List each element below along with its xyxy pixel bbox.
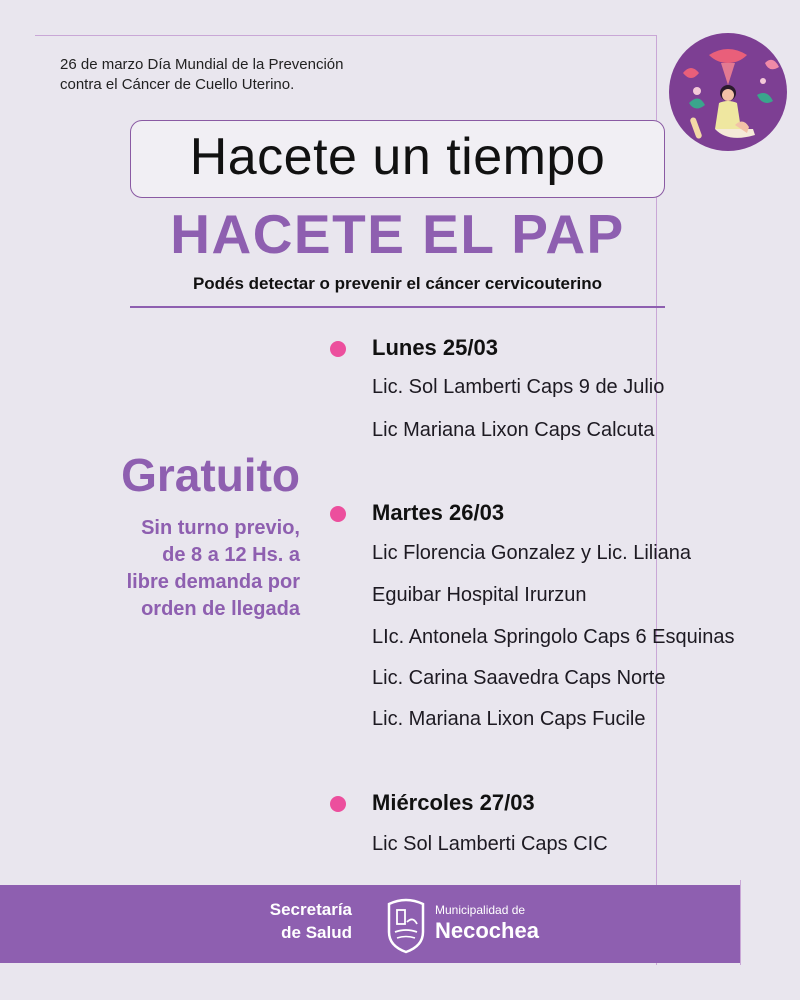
schedule-entry: LIc. Antonela Springolo Caps 6 Esquinas [372, 626, 735, 648]
footer-banner [0, 885, 740, 963]
free-line: libre demanda por [126, 571, 300, 593]
schedule-entry: Lic Mariana Lixon Caps Calcuta [372, 419, 655, 441]
bullet-dot [330, 796, 346, 812]
day-label: Lunes 25/03 [372, 335, 498, 360]
health-secretariat-label [200, 898, 352, 944]
footer-left-line-2: de Salud [281, 923, 352, 942]
decorative-frame-extension [740, 880, 741, 965]
municipality-label: Municipalidad de [435, 903, 526, 917]
day-label: Martes 26/03 [372, 500, 505, 525]
day-label: Miércoles 27/03 [372, 790, 535, 815]
schedule-day-monday [330, 335, 790, 441]
main-title: Hacete un tiempo [189, 128, 606, 186]
subtitle: Podés detectar o prevenir el cáncer cervicouterino [192, 274, 603, 293]
free-line: Sin turno previo, [141, 517, 300, 539]
municipality-wordmark [435, 903, 539, 944]
footer-left-line-1: Secretaría [269, 900, 352, 919]
schedule-day-wednesday [330, 790, 790, 855]
free-line: orden de llegada [141, 598, 300, 620]
subtitle-divider [130, 306, 665, 308]
title-box [130, 120, 665, 198]
municipality-crest-icon [383, 894, 429, 954]
free-line: de 8 a 12 Hs. a [162, 544, 300, 566]
municipality-name: Necochea [435, 918, 539, 943]
schedule-entry: Lic. Mariana Lixon Caps Fucile [372, 708, 646, 730]
free-description [40, 515, 300, 623]
schedule-entry: Lic Sol Lamberti Caps CIC [372, 833, 608, 855]
woman-health-illustration [669, 33, 787, 151]
schedule-entry: Lic. Carina Saavedra Caps Norte [372, 667, 666, 689]
pap-headline: HACETE EL PAP [170, 203, 625, 265]
schedule-entry: Eguibar Hospital Irurzun [372, 584, 587, 606]
schedule-entry: Lic Florencia Gonzalez y Lic. Liliana [372, 542, 692, 564]
header-line-1: 26 de marzo Día Mundial de la Prevención [60, 56, 344, 73]
free-title: Gratuito [121, 449, 300, 501]
schedule-entry: Lic. Sol Lamberti Caps 9 de Julio [372, 376, 665, 398]
header-line-2: contra el Cáncer de Cuello Uterino. [60, 76, 295, 93]
header-text [60, 55, 344, 95]
bullet-dot [330, 341, 346, 357]
schedule-day-tuesday [330, 500, 790, 730]
bullet-dot [330, 506, 346, 522]
